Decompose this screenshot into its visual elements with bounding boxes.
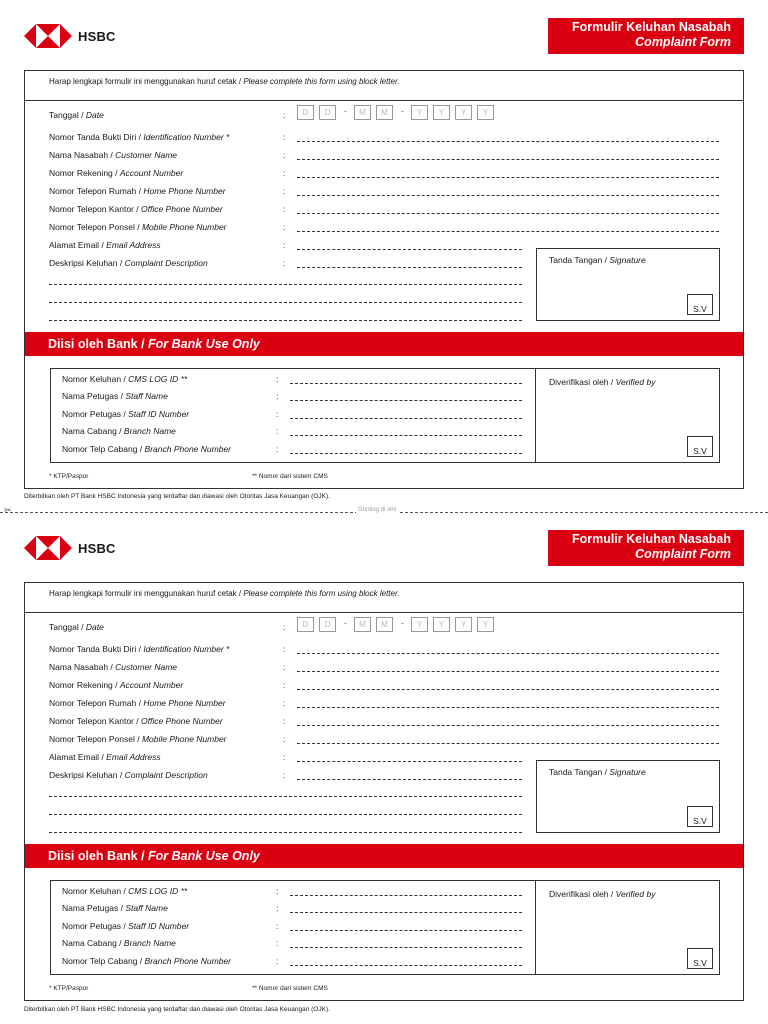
colon: : [276,921,279,931]
date-separator: - [401,106,404,116]
account-number-field[interactable] [297,689,719,690]
staff-id-field[interactable] [290,930,522,931]
email-field[interactable] [297,249,522,250]
label-en: Complaint Description [124,770,208,780]
signature-label [549,767,646,777]
date-day-1-field[interactable]: D [297,105,314,120]
label-en: Home Phone Number [143,186,226,196]
date-year-3-field[interactable]: Y [455,617,472,632]
label-en: Staff Name [125,391,168,401]
colon: : [276,409,279,419]
complaint-form-copy-2 [0,512,768,1024]
colon: : [276,903,279,913]
mobile-phone-field[interactable] [297,231,719,232]
form-title-en: Complaint Form [635,35,731,49]
label-id: Diverifikasi oleh / [549,377,616,387]
cms-log-label [62,374,187,384]
email-field[interactable] [297,761,522,762]
signature-verification-box[interactable]: S.V [687,294,713,315]
label-id: Nomor Rekening / [49,168,120,178]
label-id: Tanggal / [49,622,86,632]
label-en: Identification Number * [143,132,230,142]
cut-here-label: Gunting di sini [358,507,397,513]
label-en: Account Number [119,168,184,178]
date-year-2-field[interactable]: Y [433,105,450,120]
email-label [49,752,161,762]
id-number-label [49,644,229,654]
date-day-2-field[interactable]: D [319,105,336,120]
branch-name-label [62,426,176,436]
branch-phone-label [62,956,231,966]
colon: : [276,938,279,948]
date-label [49,622,104,632]
colon: : [283,644,286,654]
instruction-text [49,589,400,598]
colon: : [283,110,286,120]
footnote-cms: ** Nomor dari sistem CMS [252,473,328,480]
label-id: Tanda Tangan / [549,255,610,265]
bank-use-box [50,368,720,463]
label-id: Nomor Tanda Bukti Diri / [49,644,144,654]
mobile-phone-field[interactable] [297,743,719,744]
account-number-label [49,680,183,690]
colon: : [283,240,286,250]
office-phone-label [49,716,223,726]
date-label [49,110,104,120]
label-id: Tanggal / [49,110,86,120]
footnote-ktp: * KTP/Paspor [49,985,89,992]
label-en: Staff ID Number [128,409,190,419]
branch-name-field[interactable] [290,947,522,948]
home-phone-label [49,698,226,708]
office-phone-label [49,204,223,214]
hsbc-logo [24,536,116,560]
label-en: Verified by [615,377,656,387]
bank-header-en: For Bank Use Only [148,337,260,351]
branch-phone-label [62,444,231,454]
form-title-id: Formulir Keluhan Nasabah [571,20,731,34]
instruction-id: Harap lengkapi formulir ini menggunakan huruf cetak / [49,77,244,86]
date-year-4-field[interactable]: Y [477,105,494,120]
colon: : [276,956,279,966]
form-title-en: Complaint Form [635,547,731,561]
label-id: Nama Cabang / [62,938,124,948]
colon: : [283,698,286,708]
form-title-id: Formulir Keluhan Nasabah [571,532,731,546]
date-year-4-field[interactable]: Y [477,617,494,632]
cms-log-label [62,886,187,896]
branch-phone-field[interactable] [290,453,522,454]
label-en: Date [85,622,104,632]
bank-header-id: Diisi oleh Bank / [48,849,149,863]
label-en: Email Address [106,752,161,762]
label-en: Identification Number * [143,644,230,654]
label-id: Nomor Telp Cabang / [62,444,145,454]
mobile-phone-label [49,734,227,744]
label-id: Nomor Telepon Ponsel / [49,222,142,232]
form-title-box [548,18,744,54]
branch-phone-field[interactable] [290,965,522,966]
verified-by-label [549,889,655,899]
label-id: Nama Petugas / [62,391,126,401]
form-title-box [548,530,744,566]
colon: : [283,168,286,178]
label-id: Nomor Keluhan / [62,886,129,896]
hsbc-logo [24,24,116,48]
intro-divider [25,100,743,101]
instruction-text [49,77,400,86]
date-month-1-field[interactable]: M [354,617,371,632]
date-separator: - [344,106,347,116]
label-id: Deskripsi Keluhan / [49,770,125,780]
colon: : [283,734,286,744]
hsbc-hexagon-icon [24,536,72,560]
label-en: Office Phone Number [140,204,223,214]
colon: : [283,622,286,632]
colon: : [283,186,286,196]
colon: : [283,204,286,214]
cms-log-field[interactable] [290,895,522,896]
complaint-description-field-line-4[interactable] [49,320,522,321]
instruction-en: Please complete this form using block letter. [243,77,400,86]
email-label [49,240,161,250]
complaint-description-field-line-1[interactable] [297,779,522,780]
staff-name-label [62,391,168,401]
label-id: Nomor Keluhan / [62,374,129,384]
label-en: Mobile Phone Number [141,222,227,232]
date-separator: - [344,618,347,628]
instruction-id: Harap lengkapi formulir ini menggunakan huruf cetak / [49,589,244,598]
staff-id-label [62,409,189,419]
complaint-description-field-line-3[interactable] [49,814,522,815]
colon: : [276,886,279,896]
label-en: Mobile Phone Number [141,734,227,744]
form-frame [24,70,744,489]
label-id: Tanda Tangan / [549,767,610,777]
label-en: Staff Name [125,903,168,913]
colon: : [283,222,286,232]
staff-name-label [62,903,168,913]
colon: : [283,716,286,726]
label-en: Office Phone Number [140,716,223,726]
bank-box-divider [535,369,536,462]
label-en: Signature [609,255,646,265]
complaint-description-field-line-1[interactable] [297,267,522,268]
date-month-2-field[interactable]: M [376,617,393,632]
account-number-field[interactable] [297,177,719,178]
label-en: Branch Phone Number [144,956,231,966]
verified-sv-box[interactable]: S.V [687,436,713,457]
date-year-2-field[interactable]: Y [433,617,450,632]
intro-divider [25,612,743,613]
bank-use-header [25,332,743,356]
account-number-label [49,168,183,178]
label-id: Nama Cabang / [62,426,124,436]
label-en: Complaint Description [124,258,208,268]
home-phone-label [49,186,226,196]
id-number-field[interactable] [297,141,719,142]
colon: : [276,444,279,454]
colon: : [283,258,286,268]
complaint-description-field-line-2[interactable] [49,796,522,797]
label-en: Email Address [106,240,161,250]
colon: : [283,770,286,780]
date-separator: - [401,618,404,628]
colon: : [283,752,286,762]
signature-verification-box[interactable]: S.V [687,806,713,827]
complaint-description-label [49,770,208,780]
label-en: Branch Name [123,938,176,948]
date-year-3-field[interactable]: Y [455,105,472,120]
label-id: Nomor Telepon Rumah / [49,186,144,196]
branch-name-field[interactable] [290,435,522,436]
hsbc-hexagon-icon [24,24,72,48]
label-id: Alamat Email / [49,240,107,250]
label-en: Staff ID Number [128,921,190,931]
date-year-1-field[interactable]: Y [411,105,428,120]
bank-header-id: Diisi oleh Bank / [48,337,149,351]
brand-name: HSBC [78,28,116,44]
id-number-label [49,132,229,142]
issuer-statement: Diterbitkan oleh PT Bank HSBC Indonesia yang terdaftar dan diawasi oleh Otoritas Jasa Keuangan (OJK). [24,1006,330,1013]
home-phone-field[interactable] [297,195,719,196]
staff-id-label [62,921,189,931]
signature-label [549,255,646,265]
colon: : [276,374,279,384]
label-id: Alamat Email / [49,752,107,762]
customer-name-field[interactable] [297,671,719,672]
label-id: Nomor Telp Cabang / [62,956,145,966]
footnote-cms: ** Nomor dari sistem CMS [252,985,328,992]
label-id: Nomor Telepon Ponsel / [49,734,142,744]
signature-box[interactable] [536,248,720,321]
bank-use-box [50,880,720,975]
label-en: Customer Name [115,150,178,160]
form-frame [24,582,744,1001]
label-id: Nomor Telepon Rumah / [49,698,144,708]
issuer-statement: Diterbitkan oleh PT Bank HSBC Indonesia yang terdaftar dan diawasi oleh Otoritas Jasa Keuangan (OJK). [24,493,330,500]
date-month-1-field[interactable]: M [354,105,371,120]
colon: : [276,391,279,401]
verified-by-label [549,377,655,387]
label-id: Nomor Telepon Kantor / [49,204,141,214]
label-id: Nomor Petugas / [62,921,129,931]
label-id: Nama Petugas / [62,903,126,913]
colon: : [283,662,286,672]
instruction-en: Please complete this form using block letter. [243,589,400,598]
office-phone-field[interactable] [297,725,719,726]
date-day-2-field[interactable]: D [319,617,336,632]
complaint-description-field-line-2[interactable] [49,284,522,285]
footnote-ktp: * KTP/Paspor [49,473,89,480]
verified-sv-box[interactable]: S.V [687,948,713,969]
bank-use-header [25,844,743,868]
label-en: Verified by [615,889,656,899]
customer-name-field[interactable] [297,159,719,160]
mobile-phone-label [49,222,227,232]
date-day-1-field[interactable]: D [297,617,314,632]
label-id: Deskripsi Keluhan / [49,258,125,268]
label-en: Account Number [119,680,184,690]
customer-name-label [49,150,177,160]
home-phone-field[interactable] [297,707,719,708]
cms-log-field[interactable] [290,383,522,384]
colon: : [283,680,286,690]
label-en: Customer Name [115,662,178,672]
label-en: Date [85,110,104,120]
colon: : [283,150,286,160]
label-en: Signature [609,767,646,777]
label-en: CMS LOG ID ** [128,886,188,896]
label-id: Nomor Telepon Kantor / [49,716,141,726]
scissors-icon: ✂ [4,505,12,515]
bank-header-en: For Bank Use Only [148,849,260,863]
label-id: Diverifikasi oleh / [549,889,616,899]
id-number-field[interactable] [297,653,719,654]
office-phone-field[interactable] [297,213,719,214]
date-year-1-field[interactable]: Y [411,617,428,632]
label-id: Nama Nasabah / [49,150,116,160]
staff-name-field[interactable] [290,912,522,913]
label-id: Nomor Petugas / [62,409,129,419]
complaint-description-field-line-3[interactable] [49,302,522,303]
staff-name-field[interactable] [290,400,522,401]
label-id: Nama Nasabah / [49,662,116,672]
staff-id-field[interactable] [290,418,522,419]
signature-box[interactable] [536,760,720,833]
branch-name-label [62,938,176,948]
customer-name-label [49,662,177,672]
date-month-2-field[interactable]: M [376,105,393,120]
label-en: Branch Name [123,426,176,436]
label-en: Branch Phone Number [144,444,231,454]
complaint-description-field-line-4[interactable] [49,832,522,833]
label-id: Nomor Rekening / [49,680,120,690]
complaint-description-label [49,258,208,268]
label-en: Home Phone Number [143,698,226,708]
label-id: Nomor Tanda Bukti Diri / [49,132,144,142]
brand-name: HSBC [78,540,116,556]
colon: : [283,132,286,142]
colon: : [276,426,279,436]
bank-box-divider [535,881,536,974]
label-en: CMS LOG ID ** [128,374,188,384]
